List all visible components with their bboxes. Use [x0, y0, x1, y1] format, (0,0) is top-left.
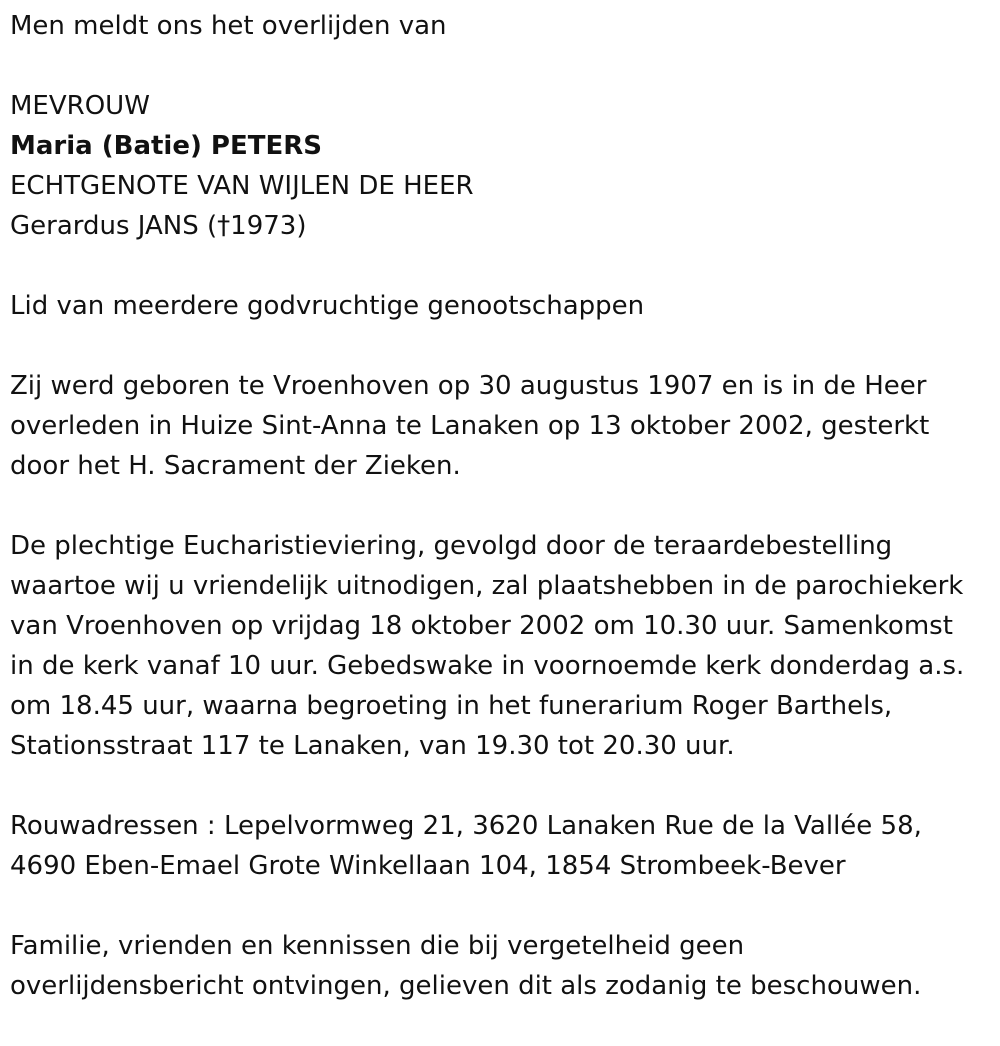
- closing-paragraph: [10, 926, 990, 1006]
- paragraph-line: Rouwadressen : Lepelvormweg 21, 3620 Lanaken Rue de la Vallée 58,: [10, 811, 922, 841]
- spacer: [10, 246, 990, 286]
- paragraph-line: van Vroenhoven op vrijdag 18 oktober 2002 om 10.30 uur. Samenkomst: [10, 611, 953, 641]
- cross-icon: †: [217, 211, 231, 241]
- paragraph-line: waartoe wij u vriendelijk uitnodigen, zal plaatshebben in de parochiekerk: [10, 571, 964, 601]
- membership-text: Lid van meerdere godvruchtige genootschappen: [10, 291, 645, 321]
- addresses-paragraph: [10, 806, 990, 886]
- spacer: [10, 486, 990, 526]
- paragraph-line: om 18.45 uur, waarna begroeting in het funerarium Roger Barthels,: [10, 691, 893, 721]
- intro-text: Men meldt ons het overlijden van: [10, 11, 447, 41]
- spouse-death-year: 1973): [230, 211, 307, 241]
- paragraph-line: overleden in Huize Sint-Anna te Lanaken op 13 oktober 2002, gesterkt: [10, 411, 930, 441]
- paragraph-line: overlijdensbericht ontvingen, gelieven dit als zodanig te beschouwen.: [10, 971, 922, 1001]
- title-prefix: MEVROUW: [10, 91, 150, 121]
- spacer: [10, 326, 990, 366]
- spacer: [10, 886, 990, 926]
- paragraph-line: Zij werd geboren te Vroenhoven op 30 augustus 1907 en is in de Heer: [10, 371, 927, 401]
- paragraph-line: De plechtige Eucharistieviering, gevolgd door de teraardebestelling: [10, 531, 893, 561]
- ceremony-paragraph: [10, 526, 990, 766]
- paragraph-line: Familie, vrienden en kennissen die bij vergetelheid geen: [10, 931, 745, 961]
- birth-death-paragraph: [10, 366, 990, 486]
- paragraph-line: Stationsstraat 117 te Lanaken, van 19.30 tot 20.30 uur.: [10, 731, 735, 761]
- paragraph-line: door het H. Sacrament der Zieken.: [10, 451, 461, 481]
- spacer: [10, 46, 990, 86]
- paragraph-line: 4690 Eben-Emael Grote Winkellaan 104, 1854 Strombeek-Bever: [10, 851, 846, 881]
- deceased-name: Maria (Batie) PETERS: [10, 131, 322, 161]
- spacer: [10, 766, 990, 806]
- spouse-name-line: [10, 206, 990, 246]
- spouse-label: ECHTGENOTE VAN WIJLEN DE HEER: [10, 171, 474, 201]
- spouse-name: Gerardus JANS (: [10, 211, 218, 241]
- paragraph-line: in de kerk vanaf 10 uur. Gebedswake in voornoemde kerk donderdag a.s.: [10, 651, 965, 681]
